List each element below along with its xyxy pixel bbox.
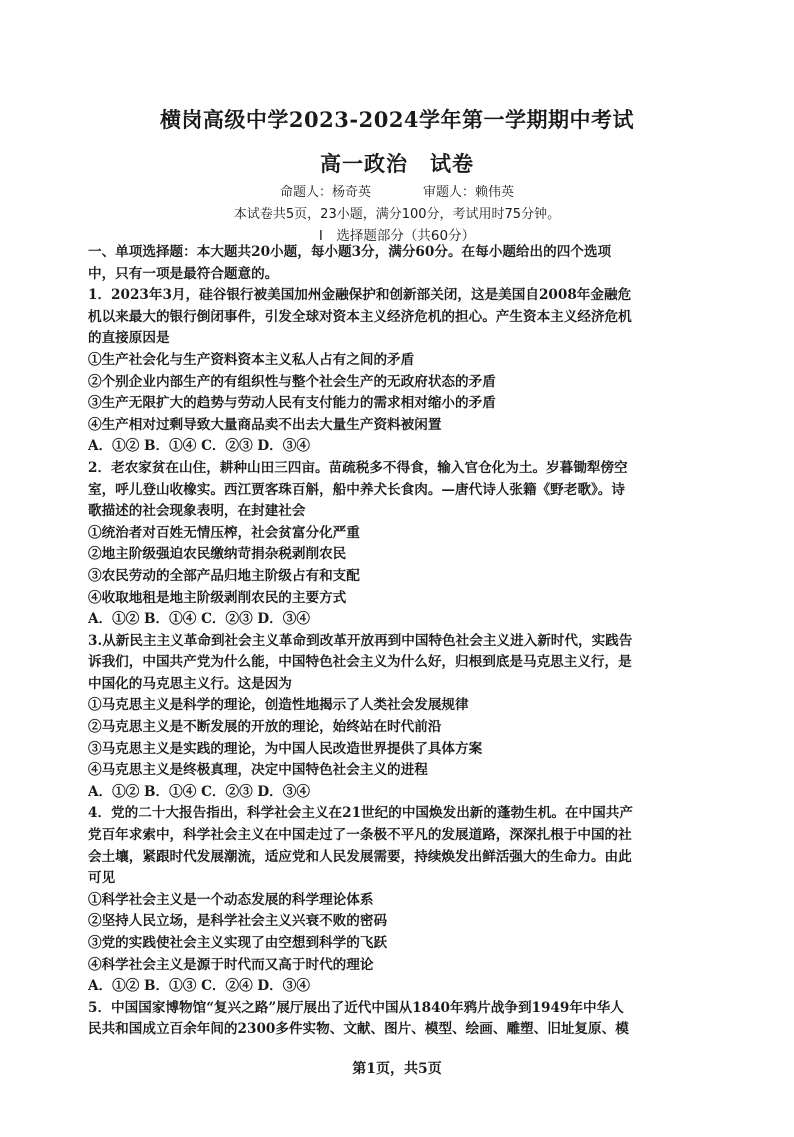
exam-authors: 命题人：杨奇英 审题人：赖伟英	[279, 185, 514, 200]
exam-info: 本试卷共5页，23小题，满分100分，考试用时75分钟。	[233, 207, 561, 222]
text-line: ②个别企业内部生产的有组织性与整个社会生产的无政府状态的矛盾	[88, 373, 496, 390]
exam-subtitle: 高一政治 试卷	[320, 151, 474, 176]
text-line: 室，呼儿登山收橡实。西江贾客珠百斛，船中养犬长食肉。—唐代诗人张籍《野老歌》。诗	[88, 481, 625, 498]
text-line: 党百年求索中，科学社会主义在中国走过了一条极不平凡的发展道路，深深扎根于中国的社	[88, 827, 632, 844]
text-line: ②地主阶级强迫农民缴纳苛捐杂税剥削农民	[88, 546, 347, 563]
text-line: 一、单项选择题：本大题共20小题，每小题3分，满分60分。在每小题给出的四个选项	[88, 244, 612, 260]
text-line: ②马克思主义是不断发展的开放的理论，始终站在时代前沿	[88, 719, 442, 736]
section-heading: Ⅰ 选择题部分（共60分）	[318, 228, 476, 244]
text-line: 3.从新民主主义革命到社会主义革命到改革开放再到中国特色社会主义进入新时代，实践告	[88, 632, 633, 649]
text-line: ④生产相对过剩导致大量商品卖不出去大量生产资料被闲置	[88, 416, 442, 433]
text-line: ④收取地租是地主阶级剥削农民的主要方式	[88, 589, 347, 606]
text-line: ①生产社会化与生产资料资本主义私人占有之间的矛盾	[88, 351, 415, 368]
text-line: 5．中国国家博物馆“复兴之路”展厅展出了近代中国从1840年鸦片战争到1949年中华人	[88, 999, 624, 1016]
text-line: ③党的实践使社会主义实现了由空想到科学的飞跃	[88, 935, 388, 951]
text-line: 2．老农家贫在山住，耕种山田三四亩。苗疏税多不得食，输入官仓化为土。岁暮锄犁傍空	[88, 459, 628, 476]
text-line: ①科学社会主义是一个动态发展的科学理论体系	[88, 891, 374, 908]
text-line: 歌描述的社会现象表明，在封建社会	[88, 503, 306, 520]
text-line: ③农民劳动的全部产品归地主阶级占有和支配	[88, 567, 360, 584]
text-line: ①马克思主义是科学的理论，创造性地揭示了人类社会发展规律	[88, 697, 469, 714]
text-line: 4．党的二十大报告指出，科学社会主义在21世纪的中国焕发出新的蓬勃生机。在中国共产	[88, 805, 633, 822]
text-line: 诉我们，中国共产党为什么能，中国特色社会主义为什么好，归根到底是马克思主义行，是	[88, 654, 632, 671]
text-line: ④马克思主义是终极真理，决定中国特色社会主义的进程	[88, 762, 428, 779]
text-line: A．①② B．①④ C．②③ D．③④	[88, 783, 310, 800]
text-line: ③马克思主义是实践的理论，为中国人民改造世界提供了具体方案	[88, 740, 483, 757]
text-line: 民共和国成立百余年间的2300多件实物、文献、图片、模型、绘画、雕塑、旧址复原、模	[88, 1021, 629, 1038]
page-footer: 第1页，共5页	[352, 1061, 442, 1077]
text-line: A．①② B．①④ C．②③ D．③④	[88, 611, 310, 628]
text-line: 机以来最大的银行倒闭事件，引发全球对资本主义经济危机的担心。产生资本主义经济危机	[88, 308, 632, 325]
text-line: 1．2023年3月，硅谷银行被美国加州金融保护和创新部关闭，这是美国自2008年金融危	[88, 287, 632, 304]
text-line: 会土壤，紧跟时代发展潮流，适应党和人民发展需要，持续焕发出鲜活强大的生命力。由此	[88, 848, 632, 865]
text-line: A．①② B．①④ C．②③ D．③④	[88, 438, 310, 455]
text-line: 中，只有一项是最符合题意的。	[88, 265, 279, 282]
exam-title: 横岗高级中学2023-2024学年第一学期期中考试	[159, 107, 635, 132]
text-line: 可见	[88, 870, 116, 887]
text-line: A．①② B．①③ C．②④ D．③④	[88, 978, 310, 995]
text-line: 的直接原因是	[88, 330, 170, 347]
text-line: ④科学社会主义是源于时代而又高于时代的理论	[88, 956, 374, 973]
text-line: ①统治者对百姓无情压榨，社会贫富分化严重	[88, 524, 360, 541]
text-line: 中国化的马克思主义行。这是因为	[88, 675, 292, 692]
text-line: ③生产无限扩大的趋势与劳动人民有支付能力的需求相对缩小的矛盾	[88, 395, 496, 412]
text-line: ②坚持人民立场，是科学社会主义兴衰不败的密码	[88, 913, 388, 930]
question-body	[88, 242, 708, 1041]
